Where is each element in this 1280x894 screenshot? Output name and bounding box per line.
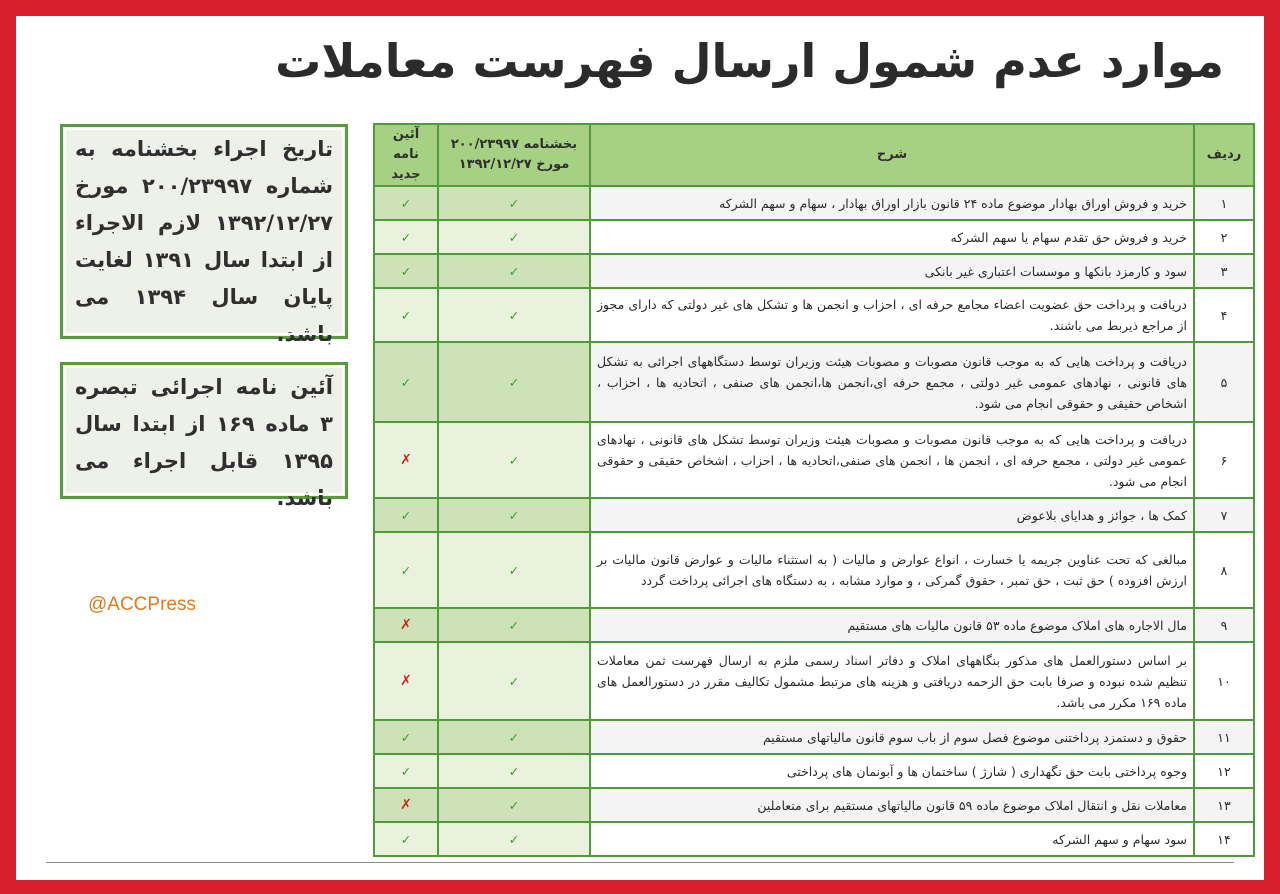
- row-description: خرید و فروش حق تقدم سهام یا سهم الشرکه: [590, 220, 1194, 254]
- header-new-regulation: آئین نامه جدید: [374, 124, 438, 186]
- check-icon: ✓: [508, 797, 520, 813]
- row-number: ۶: [1194, 422, 1254, 498]
- header-row-number: ردیف: [1194, 124, 1254, 186]
- check-icon: ✓: [508, 374, 520, 390]
- circular-date-note: تاریخ اجراء بخشنامه به شماره ۲۰۰/۲۳۹۹۷ مورخ ۱۳۹۲/۱۲/۲۷ لازم الاجراء از ابتدا سال ۱۳۹۱ لغایت پایان سال ۱۳۹۴ می باشد.: [60, 124, 348, 339]
- table-body: [374, 186, 1254, 856]
- table-row: [374, 642, 1254, 720]
- header-circular: بخشنامه ۲۰۰/۲۳۹۹۷ مورخ ۱۳۹۲/۱۲/۲۷: [438, 124, 590, 186]
- row-number: ۹: [1194, 608, 1254, 642]
- row-description: دریافت و پرداخت هایی که به موجب قانون مصوبات و مصوبات هیئت وزیران توسط تشکل های قانونی ، نهادهای عمومی غیر دولتی ، مجمع حرفه ای ، انجمن ها ، انجمن های صنفی،اتحادیه ها ، احزاب ، اشخاص حقیقی و حقوقی انجام می شود.: [590, 422, 1194, 498]
- table-header-row: [374, 124, 1254, 186]
- check-icon: ✓: [508, 452, 520, 468]
- row-number: ۸: [1194, 532, 1254, 608]
- check-icon: ✓: [400, 263, 412, 279]
- row-number: ۱۰: [1194, 642, 1254, 720]
- row-number: ۷: [1194, 498, 1254, 532]
- row-description: مال الاجاره های املاک موضوع ماده ۵۳ قانون مالیات های مستقیم: [590, 608, 1194, 642]
- new-regulation-status: [374, 642, 438, 720]
- table-row: [374, 220, 1254, 254]
- check-icon: ✓: [508, 507, 520, 523]
- cross-icon: ✗: [400, 452, 412, 468]
- cross-icon: ✗: [400, 673, 412, 689]
- new-regulation-status: [374, 342, 438, 422]
- check-icon: ✓: [400, 195, 412, 211]
- header-description: شرح: [590, 124, 1194, 186]
- check-icon: ✓: [508, 263, 520, 279]
- new-regulation-status: [374, 288, 438, 342]
- new-regulation-status: [374, 422, 438, 498]
- new-regulation-status: [374, 608, 438, 642]
- row-number: ۱۱: [1194, 720, 1254, 754]
- table-row: [374, 720, 1254, 754]
- check-icon: ✓: [400, 307, 412, 323]
- table-row: [374, 608, 1254, 642]
- check-icon: ✓: [508, 229, 520, 245]
- regulation-note: آئین نامه اجرائی تبصره ۳ ماده ۱۶۹ از ابتدا سال ۱۳۹۵ قابل اجراء می باشد.: [60, 362, 348, 499]
- bottom-divider: [46, 862, 1234, 863]
- row-number: ۱۲: [1194, 754, 1254, 788]
- circular-status: [438, 754, 590, 788]
- table-row: [374, 288, 1254, 342]
- cross-icon: ✗: [400, 797, 412, 813]
- row-description: دریافت و پرداخت هایی که به موجب قانون مصوبات و مصوبات هیئت وزیران توسط دستگاههای اجرائی به تشکل های قانونی ، نهادهای عمومی غیر دولتی ، مجمع حرفه ای،انجمن ها،انجمن های صنفی ، اتحادیه ها ، احزاب ، اشخاص حقیقی و حقوقی انجام می شود.: [590, 342, 1194, 422]
- row-number: ۳: [1194, 254, 1254, 288]
- circular-status: [438, 532, 590, 608]
- table-row: [374, 342, 1254, 422]
- circular-status: [438, 342, 590, 422]
- new-regulation-status: [374, 788, 438, 822]
- row-description: خرید و فروش اوراق بهادار موضوع ماده ۲۴ قانون بازار اوراق بهادار ، سهام و سهم الشرکه: [590, 186, 1194, 220]
- circular-status: [438, 788, 590, 822]
- row-number: ۱۴: [1194, 822, 1254, 856]
- row-number: ۱۳: [1194, 788, 1254, 822]
- new-regulation-status: [374, 532, 438, 608]
- circular-status: [438, 288, 590, 342]
- row-number: ۱: [1194, 186, 1254, 220]
- cross-icon: ✗: [400, 617, 412, 633]
- circular-status: [438, 254, 590, 288]
- table-row: [374, 754, 1254, 788]
- check-icon: ✓: [508, 763, 520, 779]
- circular-status: [438, 186, 590, 220]
- check-icon: ✓: [508, 673, 520, 689]
- check-icon: ✓: [508, 307, 520, 323]
- check-icon: ✓: [400, 562, 412, 578]
- row-description: سود و کارمزد بانکها و موسسات اعتباری غیر بانکی: [590, 254, 1194, 288]
- circular-status: [438, 720, 590, 754]
- table-row: [374, 498, 1254, 532]
- new-regulation-status: [374, 822, 438, 856]
- new-regulation-status: [374, 754, 438, 788]
- check-icon: ✓: [400, 729, 412, 745]
- table-row: [374, 254, 1254, 288]
- row-description: مبالغی که تحت عناوین جریمه یا خسارت ، انواع عوارض و مالیات ( به استثناء مالیات و عوارض قانون مالیات بر ارزش افزوده ) حق ثبت ، حق تمبر ، حقوق گمرکی ، و موارد مشابه ، به دستگاه های اجرائی پرداخت گردد: [590, 532, 1194, 608]
- row-description: معاملات نقل و انتقال املاک موضوع ماده ۵۹ قانون مالیاتهای مستقیم برای متعاملین: [590, 788, 1194, 822]
- check-icon: ✓: [508, 831, 520, 847]
- row-description: حقوق و دستمزد پرداختنی موضوع فصل سوم از باب سوم قانون مالیاتهای مستقیم: [590, 720, 1194, 754]
- circular-status: [438, 822, 590, 856]
- page-title: موارد عدم شمول ارسال فهرست معاملات: [275, 34, 1224, 88]
- new-regulation-status: [374, 498, 438, 532]
- table-row: [374, 532, 1254, 608]
- table-row: [374, 422, 1254, 498]
- exemptions-table: [373, 123, 1255, 857]
- row-description: بر اساس دستورالعمل های مذکور بنگاههای املاک و دفاتر اسناد رسمی ملزم به ارسال فهرست ثمن معاملات تنظیم شده نبوده و صرفا بابت حق الزحمه دریافتی و هزینه های مرتبط مشمول تکالیف مقرر در دستورالعمل های ماده ۱۶۹ مکرر می باشد.: [590, 642, 1194, 720]
- row-number: ۴: [1194, 288, 1254, 342]
- circular-status: [438, 220, 590, 254]
- check-icon: ✓: [400, 229, 412, 245]
- check-icon: ✓: [508, 617, 520, 633]
- table-row: [374, 186, 1254, 220]
- table-row: [374, 788, 1254, 822]
- check-icon: ✓: [508, 729, 520, 745]
- new-regulation-status: [374, 220, 438, 254]
- row-number: ۵: [1194, 342, 1254, 422]
- check-icon: ✓: [400, 763, 412, 779]
- row-description: وجوه پرداختی بابت حق نگهداری ( شارژ ) ساختمان ها و آبونمان های پرداختی: [590, 754, 1194, 788]
- check-icon: ✓: [400, 374, 412, 390]
- circular-status: [438, 498, 590, 532]
- check-icon: ✓: [400, 507, 412, 523]
- circular-status: [438, 422, 590, 498]
- row-description: دریافت و پرداخت حق عضویت اعضاء مجامع حرفه ای ، احزاب و انجمن ها و تشکل های غیر دولتی که دارای مجوز از مراجع ذیربط می باشند.: [590, 288, 1194, 342]
- row-number: ۲: [1194, 220, 1254, 254]
- row-description: سود سهام و سهم الشرکه: [590, 822, 1194, 856]
- check-icon: ✓: [508, 195, 520, 211]
- new-regulation-status: [374, 186, 438, 220]
- new-regulation-status: [374, 254, 438, 288]
- new-regulation-status: [374, 720, 438, 754]
- circular-status: [438, 642, 590, 720]
- table-row: [374, 822, 1254, 856]
- row-description: کمک ها ، جوائز و هدایای بلاعوض: [590, 498, 1194, 532]
- check-icon: ✓: [508, 562, 520, 578]
- watermark: @ACCPress: [88, 594, 196, 615]
- circular-status: [438, 608, 590, 642]
- check-icon: ✓: [400, 831, 412, 847]
